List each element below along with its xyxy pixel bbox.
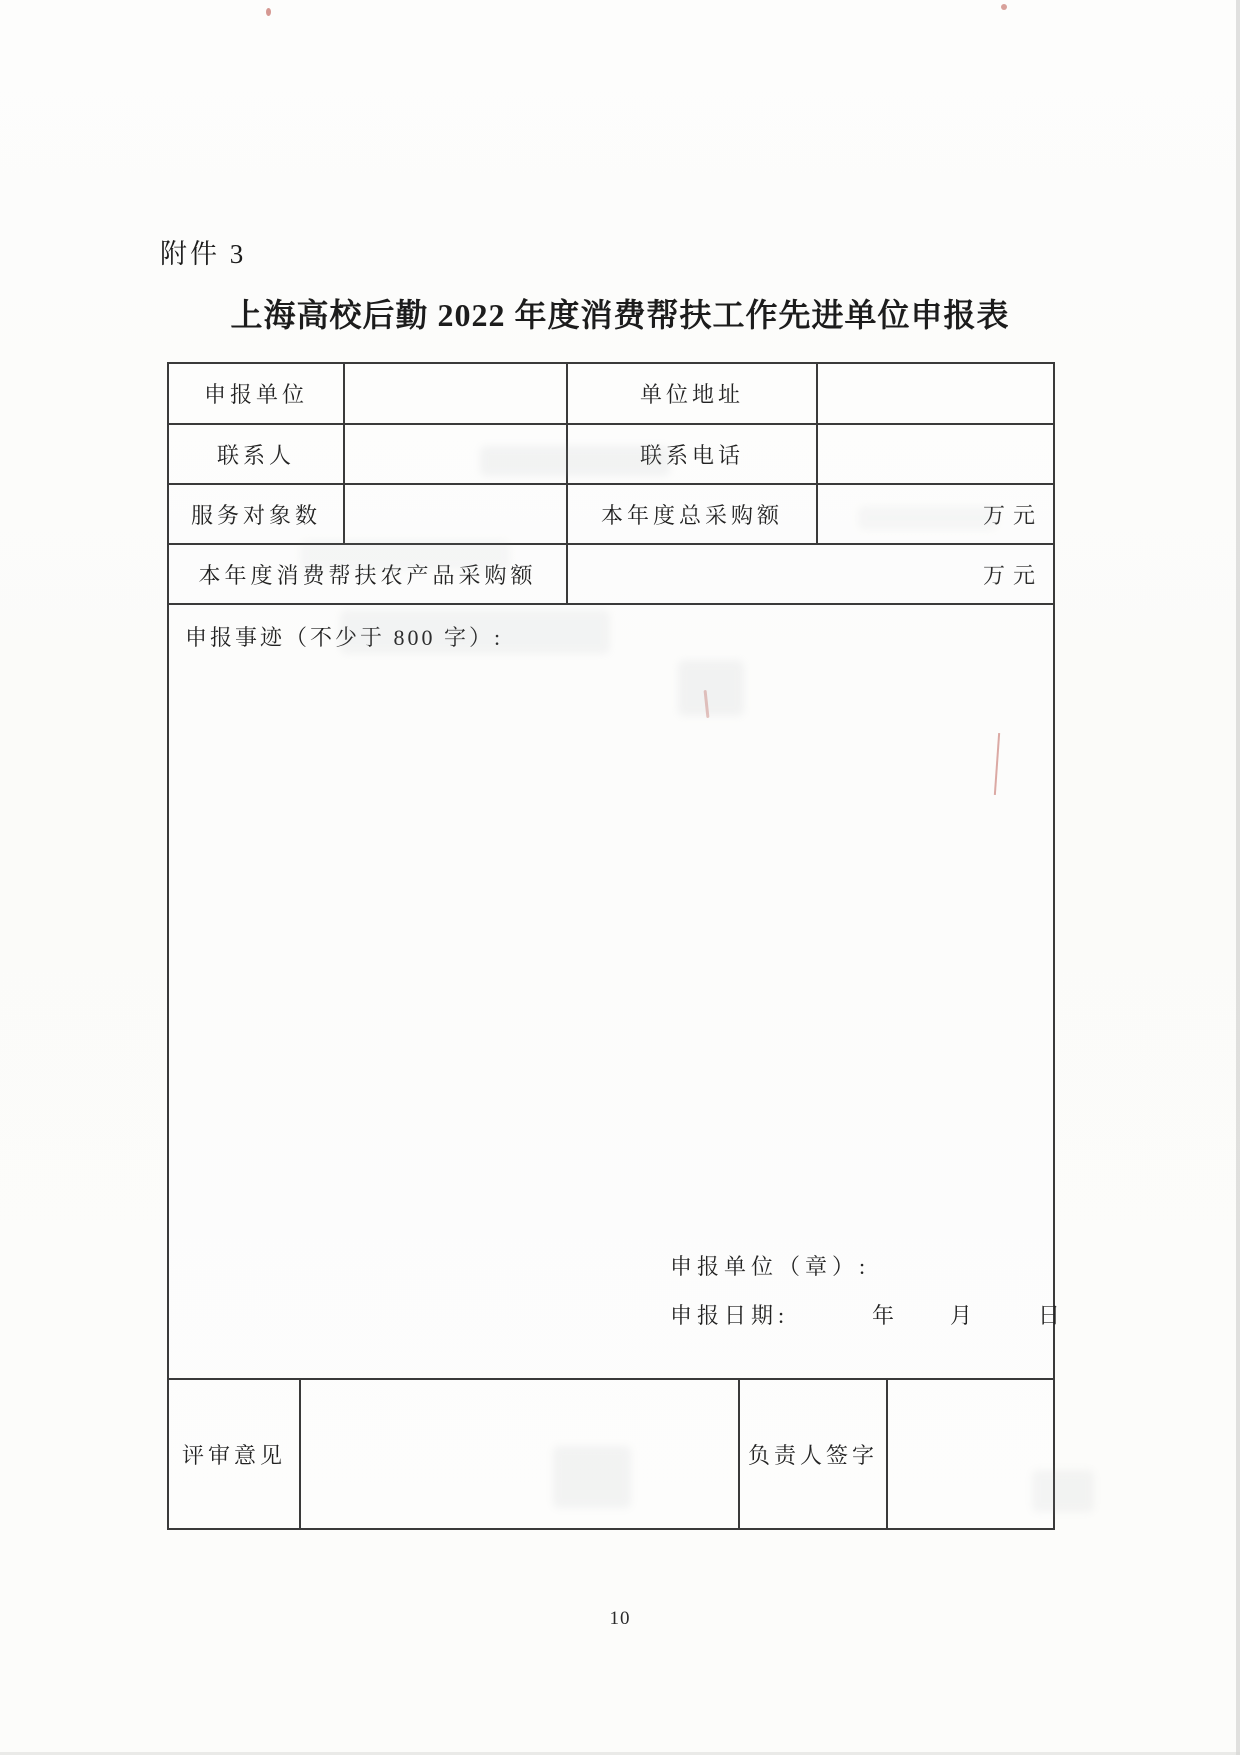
day-label: 日 xyxy=(1038,1303,1061,1328)
red-speck-artifact xyxy=(266,8,271,16)
deeds-label: 申报事迹（不少于 800 字）: xyxy=(185,625,504,650)
month-label: 月 xyxy=(950,1303,973,1328)
agri-product-purchase-field[interactable] xyxy=(568,545,1053,603)
form-title: 上海高校后勤 2022 年度消费帮扶工作先进单位申报表 xyxy=(230,297,1010,333)
table-row-applicant xyxy=(169,364,1053,425)
table-row-deeds xyxy=(169,605,1061,1380)
bleed-through-artifact xyxy=(300,540,510,570)
bleed-through-artifact xyxy=(553,1446,631,1508)
applicant-unit-label-cell xyxy=(169,364,345,423)
wan-yuan-unit-label: 万元 xyxy=(982,562,1043,588)
service-targets-field[interactable] xyxy=(345,485,568,543)
contact-person-label-cell xyxy=(169,425,345,483)
wan-yuan-unit-label: 万元 xyxy=(982,502,1043,528)
bleed-through-artifact xyxy=(858,506,998,530)
page-number: 10 xyxy=(609,1608,631,1629)
service-targets-label: 服务对象数 xyxy=(190,502,321,528)
attachment-label: 附件 3 xyxy=(160,239,247,269)
deeds-text-area[interactable] xyxy=(169,605,1061,1378)
review-opinion-label: 评审意见 xyxy=(181,1442,286,1468)
signature-label: 负责人签字 xyxy=(747,1442,878,1468)
applicant-unit-label: 申报单位 xyxy=(203,382,308,407)
review-opinion-label-cell xyxy=(169,1380,301,1528)
bleed-through-artifact xyxy=(480,446,670,476)
contact-person-label: 联系人 xyxy=(216,442,295,468)
signature-label-cell xyxy=(740,1380,888,1528)
bleed-through-artifact xyxy=(678,660,744,716)
annual-total-purchase-label: 本年度总采购额 xyxy=(600,502,783,528)
red-speck-artifact xyxy=(1001,4,1007,10)
year-label: 年 xyxy=(872,1303,895,1328)
unit-address-label: 单位地址 xyxy=(639,382,744,407)
signature-field[interactable] xyxy=(888,1380,1053,1528)
application-date-label: 申报日期: xyxy=(670,1303,790,1328)
bleed-through-artifact xyxy=(1032,1470,1094,1512)
unit-address-label-cell xyxy=(568,364,818,423)
review-opinion-field[interactable] xyxy=(301,1380,740,1528)
service-targets-label-cell xyxy=(169,485,345,543)
contact-phone-field[interactable] xyxy=(818,425,1053,483)
annual-total-purchase-label-cell xyxy=(568,485,818,543)
contact-phone-label: 联系电话 xyxy=(639,442,744,468)
bleed-through-artifact xyxy=(340,610,610,654)
scan-edge-shadow xyxy=(1236,0,1240,1755)
applicant-seal-label: 申报单位（章）: xyxy=(670,1254,871,1279)
application-form-table xyxy=(167,362,1061,1530)
agri-product-purchase-label: 本年度消费帮扶农产品采购额 xyxy=(198,562,537,588)
applicant-unit-field[interactable] xyxy=(345,364,568,423)
unit-address-field[interactable] xyxy=(818,364,1053,423)
